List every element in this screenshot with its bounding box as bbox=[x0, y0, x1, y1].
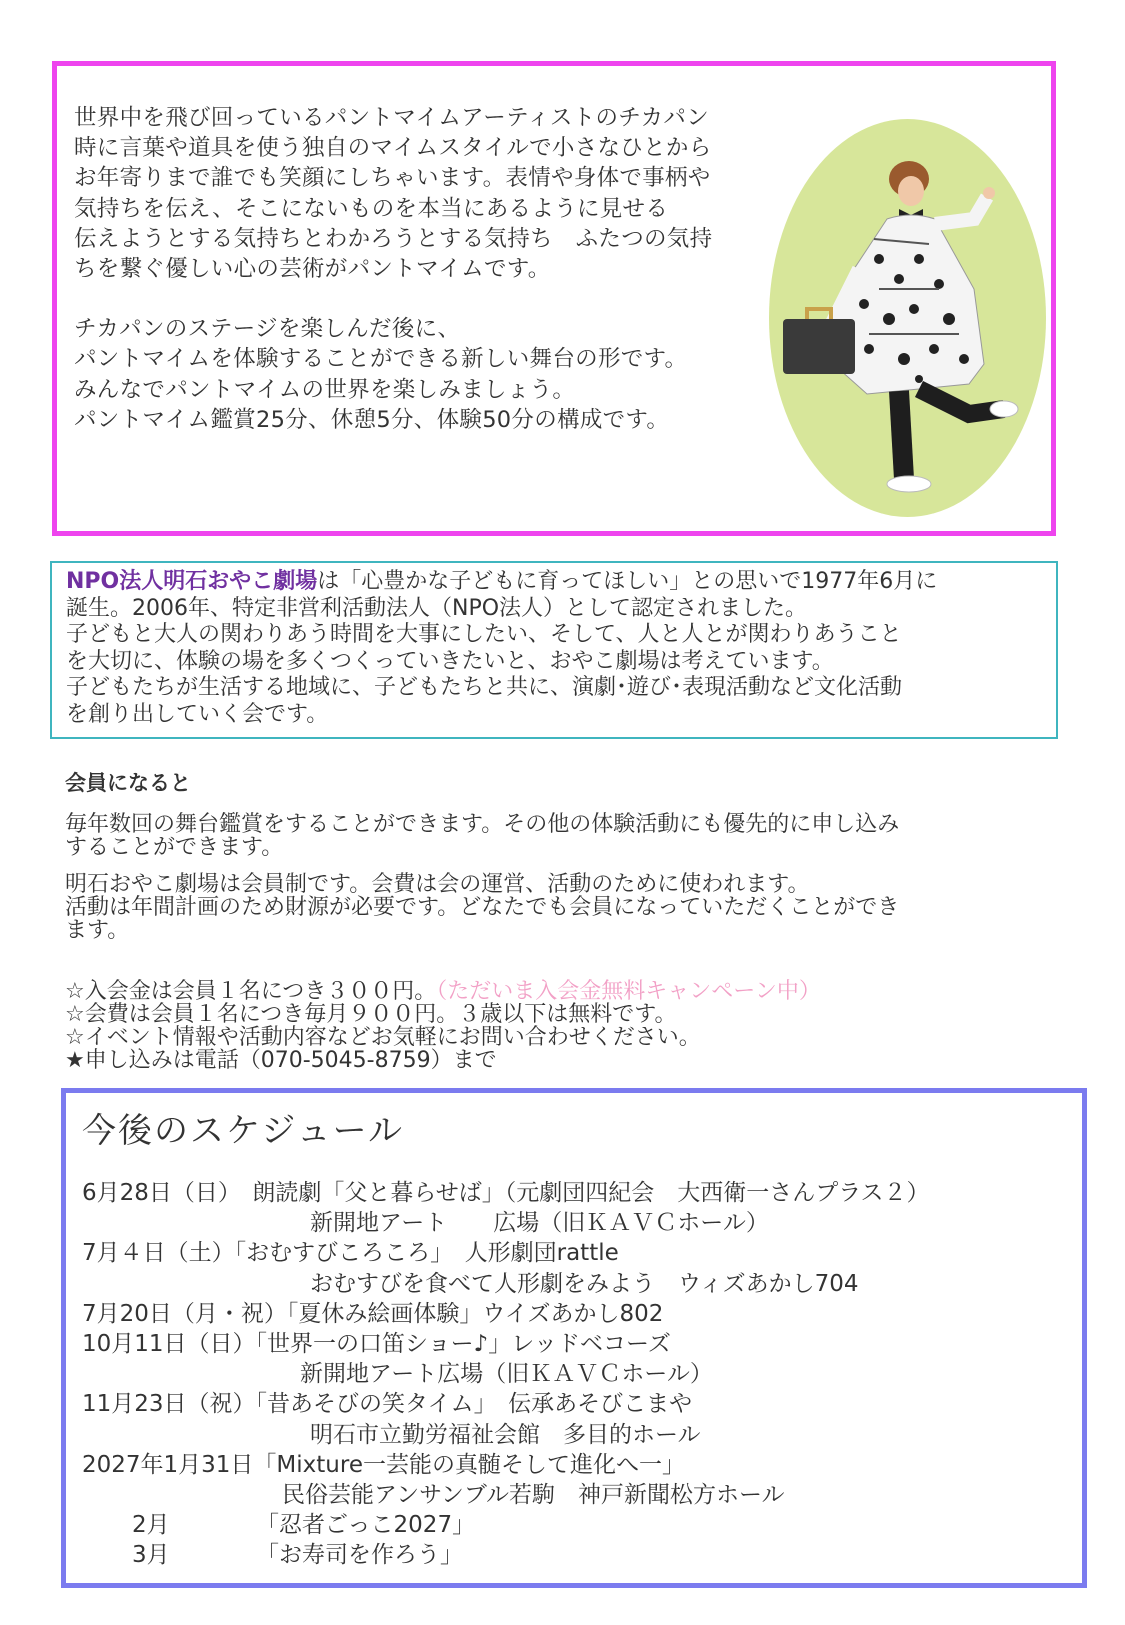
schedule-item: 6月28日（日） 朗読劇「父と暮らせば」（元劇団四紀会 大西衛一さんプラス２） bbox=[82, 1180, 930, 1206]
schedule-box bbox=[61, 1088, 1087, 1588]
fee-line: ☆会費は会員１名につき毎月９００円。３歳以下は無料です。 bbox=[65, 1002, 677, 1027]
schedule-list bbox=[82, 1178, 1082, 1571]
npo-text bbox=[66, 569, 1051, 728]
membership-paragraph-2 bbox=[65, 873, 1045, 942]
schedule-item: 7月20日（月・祝）「夏休み絵画体験」ウイズあかし802 bbox=[82, 1300, 664, 1327]
schedule-item: 10月11日（日）「世界一の口笛ショー♪」レッドベコーズ bbox=[82, 1331, 671, 1358]
schedule-month: 3月 bbox=[132, 1542, 170, 1569]
npo-line: を大切に、体験の場を多くつくっていきたいと、おやこ劇場は考えています。 bbox=[66, 648, 834, 674]
schedule-month: 2月 bbox=[132, 1512, 170, 1539]
membership-line: することができます。 bbox=[65, 835, 284, 860]
schedule-item-venue: おむすびを食べて人形劇をみよう ウィズあかし704 bbox=[310, 1270, 859, 1297]
npo-line: 子どもたちが生活する地域に、子どもたちと共に、演劇･遊び･表現活動など文化活動 bbox=[66, 675, 903, 700]
schedule-month-event: 「お寿司を作ろう」 bbox=[256, 1542, 463, 1569]
schedule-item: 11月23日（祝）「昔あそびの笑タイム」 伝承あそびこまや bbox=[82, 1391, 693, 1418]
schedule-item-venue: 明石市立勤労福祉会館 多目的ホール bbox=[310, 1421, 701, 1448]
intro-line: 伝えようとする気持ちとわかろうとする気持ち ふたつの気持 bbox=[74, 225, 713, 252]
schedule-item: 7月４日（土）「おむすびころころ」 人形劇団rattle bbox=[82, 1240, 619, 1267]
npo-line: 誕生。2006年、特定非営利活動法人（NPO法人）として認定されました。 bbox=[66, 595, 808, 621]
npo-box bbox=[50, 561, 1058, 739]
npo-line-rest: は「心豊かな子どもに育ってほしい」との思いで1977年6月に bbox=[317, 569, 938, 594]
schedule-month-item bbox=[82, 1540, 1082, 1570]
intro-line: 時に言葉や道具を使う独自のマイムスタイルで小さなひとから bbox=[74, 135, 712, 162]
npo-line: を創り出していく会です。 bbox=[66, 701, 329, 727]
campaign-note: （ただいま入会金無料キャンペーン中） bbox=[436, 979, 821, 1004]
membership-heading: 会員になると bbox=[65, 771, 191, 795]
schedule-item-venue: 民俗芸能アンサンブル若駒 神戸新聞松方ホール bbox=[282, 1482, 785, 1509]
membership-line: 毎年数回の舞台鑑賞をすることができます。その他の体験活動にも優先的に申し込み bbox=[65, 812, 900, 837]
membership-section bbox=[65, 772, 1045, 1072]
schedule-title: 今後のスケジュール bbox=[82, 1111, 404, 1151]
intro-line: ちを繋ぐ優しい心の芸術がパントマイムです。 bbox=[74, 256, 551, 283]
fee-line: ☆イベント情報や活動内容などお気軽にお問い合わせください。 bbox=[65, 1025, 701, 1050]
membership-line: 活動は年間計画のため財源が必要です。どなたでも会員になっていただくことができ bbox=[65, 895, 900, 920]
membership-line: ます。 bbox=[65, 918, 130, 943]
intro-box bbox=[52, 61, 1056, 536]
performer-illustration bbox=[769, 119, 1046, 517]
intro-line: パントマイム鑑賞25分、休憩5分、体験50分の構成です。 bbox=[74, 406, 670, 433]
entry-fee: ☆入会金は会員１名につき３００円。 bbox=[65, 979, 437, 1004]
npo-name: NPO法人明石おやこ劇場 bbox=[66, 569, 318, 594]
schedule-month-item bbox=[82, 1510, 1082, 1540]
intro-line: 世界中を飛び回っているパントマイムアーティストのチカパン bbox=[74, 105, 710, 131]
npo-line: 子どもと大人の関わりあう時間を大事にしたい、そして、人と人とが関わりあうこと bbox=[66, 622, 902, 647]
fee-line bbox=[65, 980, 1045, 1003]
intro-line: お年寄りまで誰でも笑顔にしちゃいます。表情や身体で事柄や bbox=[74, 165, 711, 192]
contact-line: ★申し込みは電話（070-5045-8759）まで bbox=[65, 1048, 497, 1073]
schedule-month-event: 「忍者ごっこ2027」 bbox=[256, 1512, 476, 1539]
intro-line: みんなでパントマイムの世界を楽しみましょう。 bbox=[74, 376, 576, 403]
intro-text bbox=[74, 103, 774, 435]
intro-line: パントマイムを体験することができる新しい舞台の形です。 bbox=[74, 346, 688, 373]
membership-line: 明石おやこ劇場は会員制です。会費は会の運営、活動のために使われます。 bbox=[65, 872, 810, 897]
schedule-item-venue: 新開地アート広場（旧ＫＡＶＣホール） bbox=[300, 1361, 713, 1388]
schedule-item-venue: 新開地アート 広場（旧ＫＡＶＣホール） bbox=[310, 1210, 769, 1237]
npo-line bbox=[66, 569, 1051, 596]
membership-paragraph-1 bbox=[65, 813, 1045, 859]
performer-photo bbox=[769, 119, 1046, 517]
intro-line: チカパンのステージを楽しんだ後に、 bbox=[74, 316, 461, 343]
schedule-item: 2027年1月31日「Mixture一芸能の真髄そして進化へ一」 bbox=[82, 1451, 685, 1478]
intro-line: 気持ちを伝え、そこにないものを本当にあるように見せる bbox=[74, 195, 669, 222]
